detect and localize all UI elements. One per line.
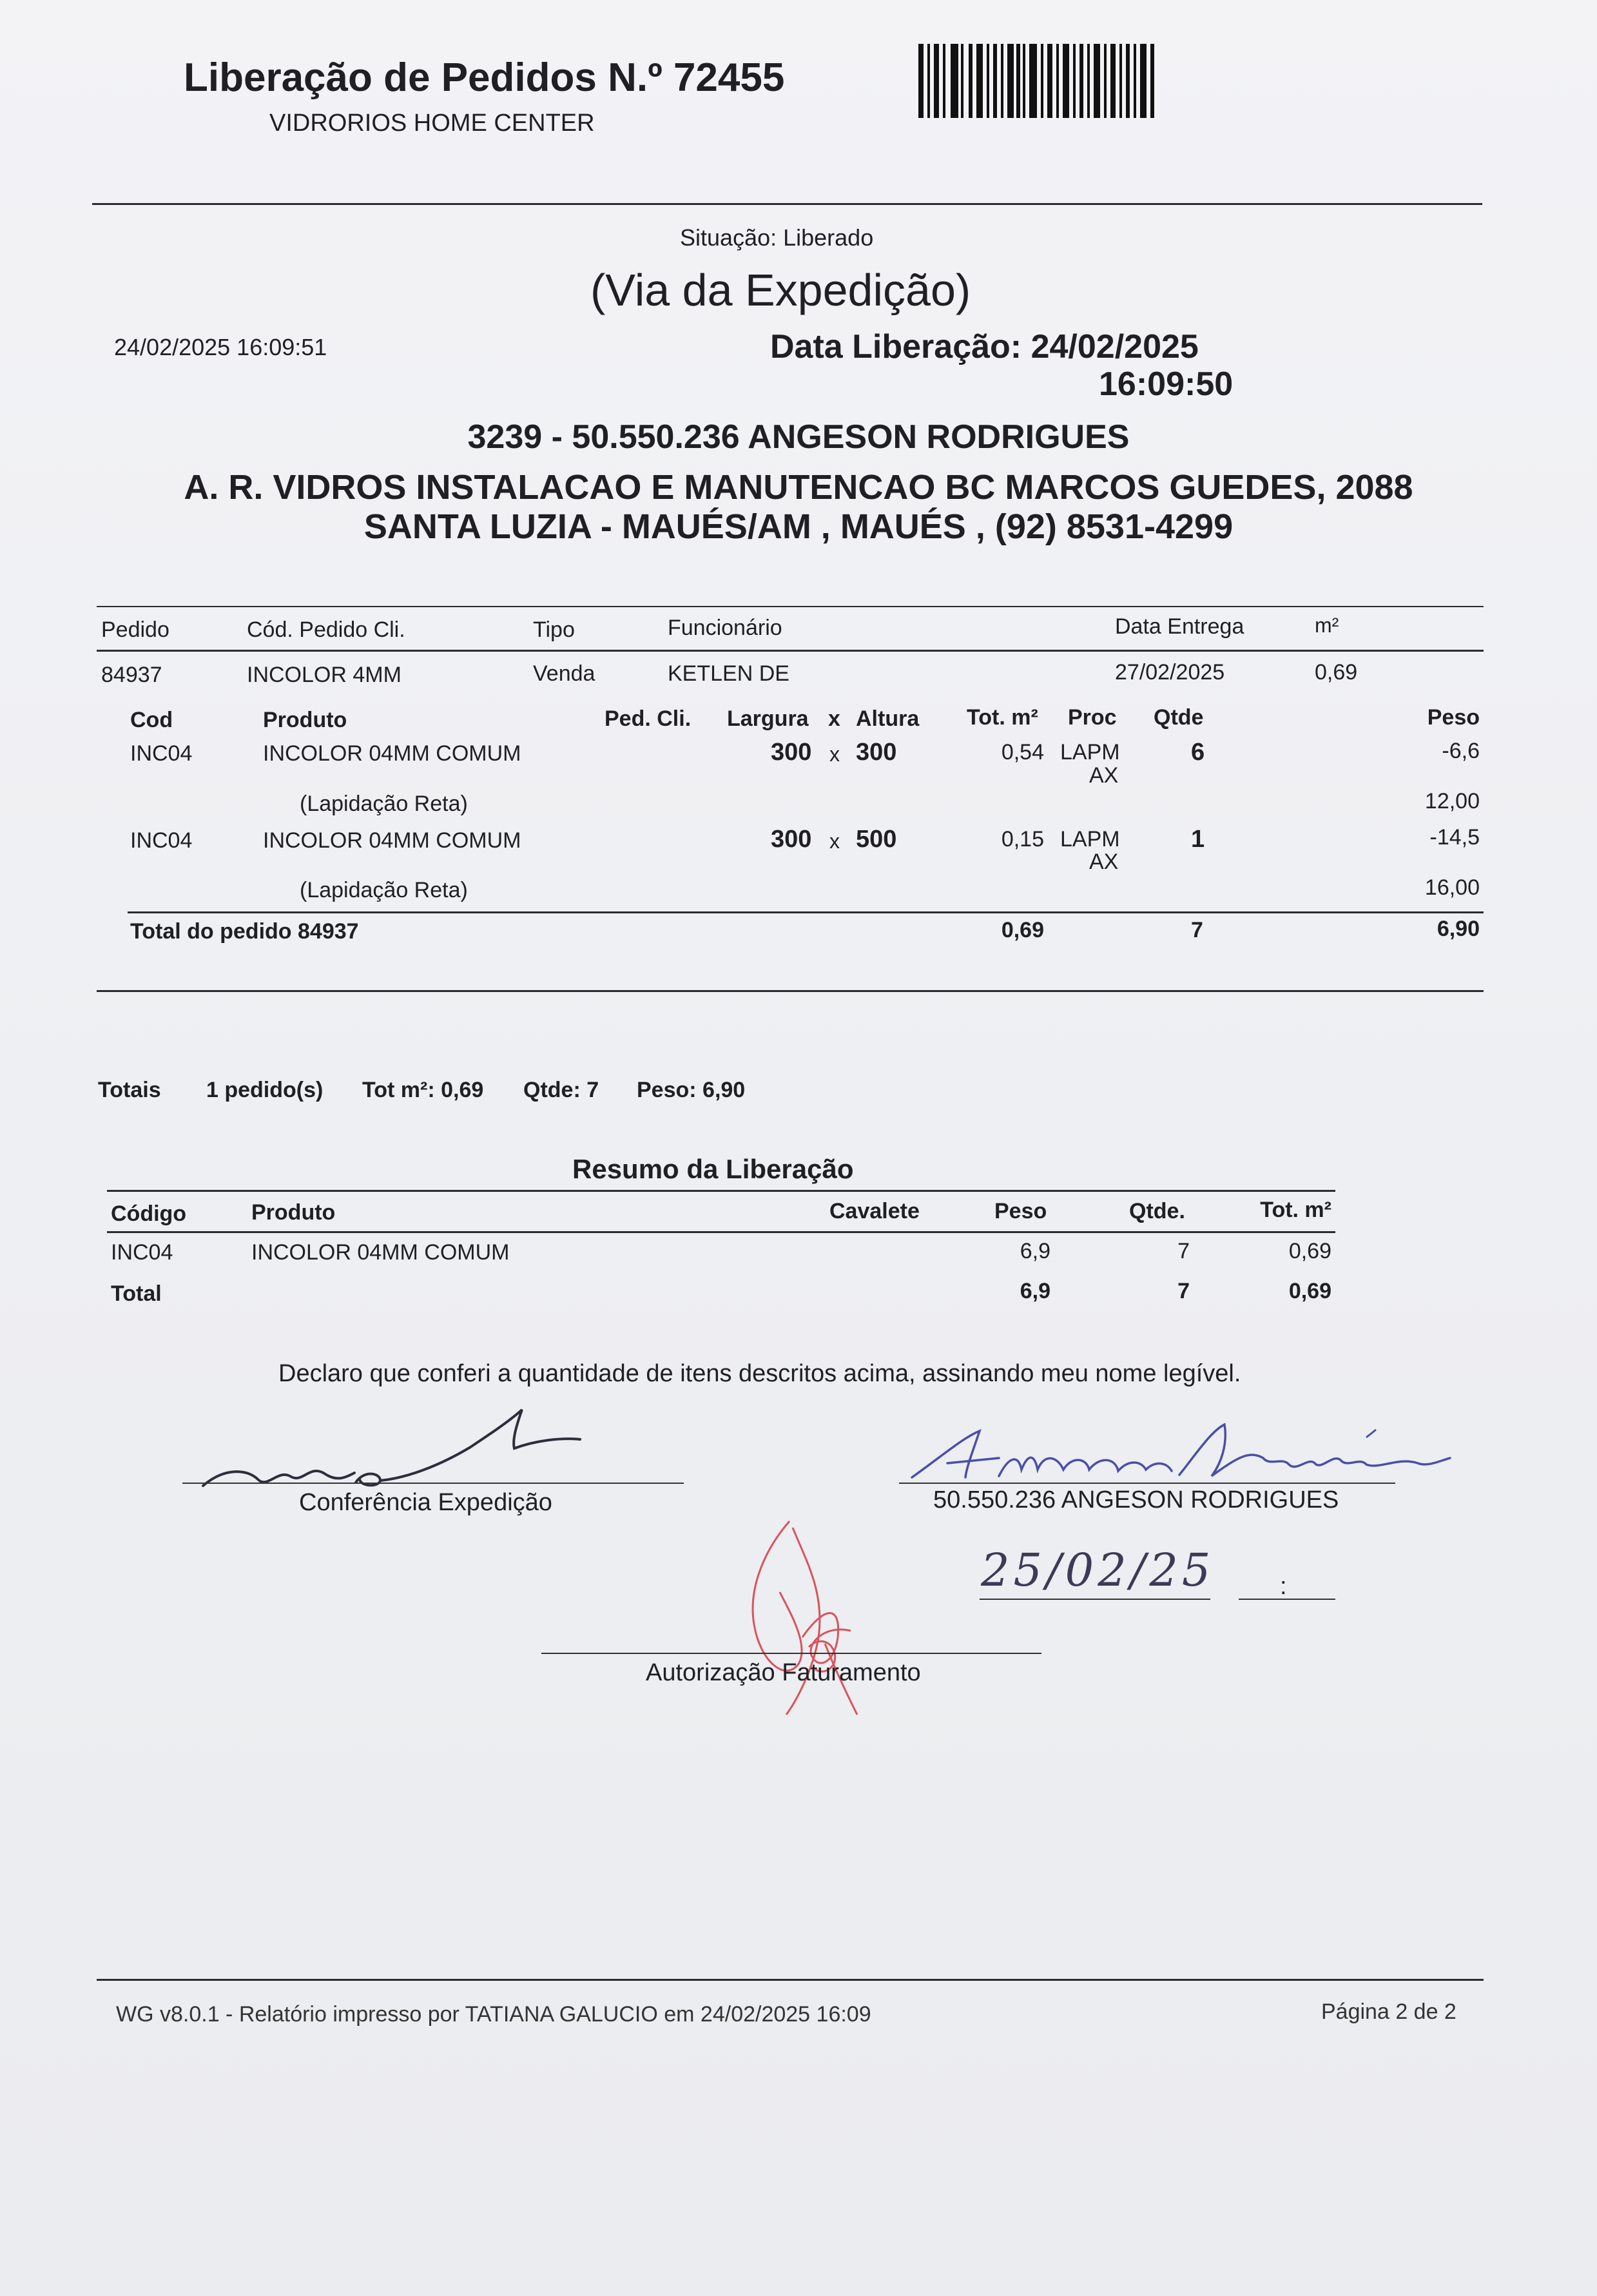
resumo-total-qtde: 7 [1177, 1279, 1190, 1303]
order-header-funcionario: Funcionário [668, 616, 782, 640]
signature-line-conferencia [182, 1483, 684, 1484]
time-colon: : [1280, 1573, 1287, 1600]
order-header-m2: m² [1315, 614, 1339, 637]
resumo-header-tot-m2: Tot. m² [1260, 1198, 1331, 1222]
item-2-proc-2: AX [1089, 850, 1119, 874]
items-total-line [128, 911, 1484, 913]
items-header-cod: Cod [130, 708, 173, 732]
handwritten-signature-conferencia [187, 1402, 599, 1499]
order-total-peso: 6,90 [1437, 917, 1480, 941]
order-table-header-line [97, 650, 1484, 652]
item-1-proc-1: LAPM [1060, 740, 1120, 764]
order-header-tipo: Tipo [533, 618, 575, 642]
order-row-cod-pedido-cli: INCOLOR 4MM [247, 663, 402, 687]
order-row-data-entrega: 27/02/2025 [1115, 660, 1225, 685]
autorizacao-label: Autorização Faturamento [646, 1659, 921, 1686]
client-id-name: 3239 - 50.550.236 ANGESON RODRIGUES [467, 418, 1130, 456]
totais-pedidos: 1 pedido(s) [206, 1078, 324, 1102]
item-1-sub: (Lapidação Reta) [300, 792, 468, 816]
items-header-largura: Largura [727, 706, 809, 731]
item-1-tot-m2: 0,54 [1001, 740, 1044, 764]
client-signature-name: 50.550.236 ANGESON RODRIGUES [933, 1486, 1339, 1513]
conferencia-label: Conferência Expedição [299, 1489, 552, 1516]
order-section-bottom-line [97, 990, 1484, 992]
signature-line-autorizacao [541, 1653, 1041, 1654]
data-liberacao: Data Liberação: 24/02/2025 [770, 328, 1199, 365]
footer-printed-by: WG v8.0.1 - Relatório impresso por TATIANA GALUCIO em 24/02/2025 16:09 [116, 2002, 871, 2027]
resumo-header-codigo: Código [111, 1202, 187, 1226]
order-row-pedido: 84937 [101, 663, 162, 687]
order-header-cod-pedido-cli: Cód. Pedido Cli. [247, 618, 405, 642]
item-2-proc-1: LAPM [1060, 827, 1120, 851]
handwritten-date: 25/02/25 [981, 1544, 1215, 1597]
order-total-tot-m2: 0,69 [1001, 918, 1044, 942]
item-2-tot-m2: 0,15 [1001, 827, 1044, 851]
items-header-qtde: Qtde [1154, 705, 1204, 730]
data-liberacao-time: 16:09:50 [1099, 365, 1234, 403]
via-label: (Via da Expedição) [590, 265, 971, 315]
item-2-sub-value: 16,00 [1424, 875, 1480, 900]
resumo-total-peso: 6,9 [1020, 1279, 1050, 1303]
order-row-tipo: Venda [533, 661, 595, 686]
items-header-altura: Altura [856, 706, 920, 731]
date-underline [980, 1599, 1210, 1600]
resumo-total-tot-m2: 0,69 [1288, 1279, 1331, 1303]
declaration-text: Declaro que conferi a quantidade de itens descritos acima, assinando meu nome legível. [278, 1360, 1241, 1387]
resumo-header-produto: Produto [251, 1200, 336, 1225]
totais-label: Totais [98, 1078, 161, 1102]
resumo-header-line [107, 1231, 1335, 1233]
resumo-row-peso: 6,9 [1020, 1239, 1050, 1263]
signature-line-client [899, 1483, 1395, 1484]
item-1-sub-value: 12,00 [1424, 789, 1480, 813]
item-1-altura: 300 [856, 739, 897, 766]
item-1-largura: 300 [771, 739, 812, 766]
items-header-produto: Produto [263, 708, 347, 732]
item-2-sub: (Lapidação Reta) [300, 878, 468, 902]
resumo-top-line [107, 1190, 1335, 1192]
order-row-m2: 0,69 [1315, 660, 1358, 685]
items-header-x: x [828, 706, 840, 731]
resumo-row-produto: INCOLOR 04MM COMUM [251, 1240, 510, 1265]
item-2-altura: 500 [856, 826, 897, 853]
company-name: VIDRORIOS HOME CENTER [269, 110, 595, 137]
situacao-label: Situação: Liberado [680, 224, 874, 251]
totais-tot-m2: Tot m²: 0,69 [362, 1078, 484, 1102]
item-1-produto: INCOLOR 04MM COMUM [263, 741, 521, 766]
client-city-phone: SANTA LUZIA - MAUÉS/AM , MAUÉS , (92) 8531-4299 [363, 507, 1234, 546]
resumo-row-codigo: INC04 [111, 1240, 173, 1265]
resumo-title: Resumo da Liberação [572, 1154, 854, 1184]
items-header-proc: Proc [1068, 705, 1117, 730]
resumo-header-cavalete: Cavalete [829, 1199, 920, 1223]
item-1-proc-2: AX [1089, 763, 1119, 788]
resumo-row-tot-m2: 0,69 [1288, 1239, 1331, 1263]
item-2-produto: INCOLOR 04MM COMUM [263, 828, 521, 853]
handwritten-signature-client [902, 1418, 1457, 1489]
resumo-row-qtde: 7 [1177, 1239, 1190, 1263]
order-row-funcionario: KETLEN DE [668, 661, 789, 686]
item-2-qtde: 1 [1191, 826, 1205, 853]
totais-peso: Peso: 6,90 [637, 1078, 746, 1102]
items-header-tot-m2: Tot. m² [967, 705, 1038, 730]
footer-divider [97, 1979, 1484, 1981]
order-total-qtde: 7 [1191, 918, 1203, 942]
red-stamp-signature [728, 1508, 883, 1727]
time-underline [1239, 1599, 1335, 1600]
item-2-x: x [829, 830, 840, 853]
items-header-ped-cli: Ped. Cli. [605, 706, 692, 731]
header-divider [92, 203, 1482, 205]
order-header-data-entrega: Data Entrega [1115, 614, 1244, 639]
resumo-total-label: Total [111, 1281, 162, 1306]
order-total-label: Total do pedido 84937 [130, 919, 359, 944]
order-header-pedido: Pedido [101, 618, 169, 642]
item-1-qtde: 6 [1191, 739, 1205, 766]
document-title: Liberação de Pedidos N.º 72455 [184, 55, 785, 100]
items-header-peso: Peso [1427, 705, 1480, 730]
print-datetime: 24/02/2025 16:09:51 [114, 334, 327, 360]
item-1-cod: INC04 [130, 741, 193, 766]
order-table-top-line [97, 606, 1484, 607]
barcode [918, 44, 1163, 121]
item-1-peso: -6,6 [1442, 739, 1480, 763]
item-1-x: x [829, 743, 840, 766]
item-2-peso: -14,5 [1429, 825, 1480, 850]
item-2-largura: 300 [771, 826, 812, 853]
footer-page-number: Página 2 de 2 [1321, 1999, 1457, 2024]
resumo-header-qtde: Qtde. [1129, 1199, 1185, 1223]
item-2-cod: INC04 [130, 828, 193, 853]
client-company-address: A. R. VIDROS INSTALACAO E MANUTENCAO BC MARCOS GUEDES, 2088 [184, 468, 1413, 507]
totais-qtde: Qtde: 7 [523, 1078, 599, 1102]
resumo-header-peso: Peso [994, 1199, 1047, 1223]
